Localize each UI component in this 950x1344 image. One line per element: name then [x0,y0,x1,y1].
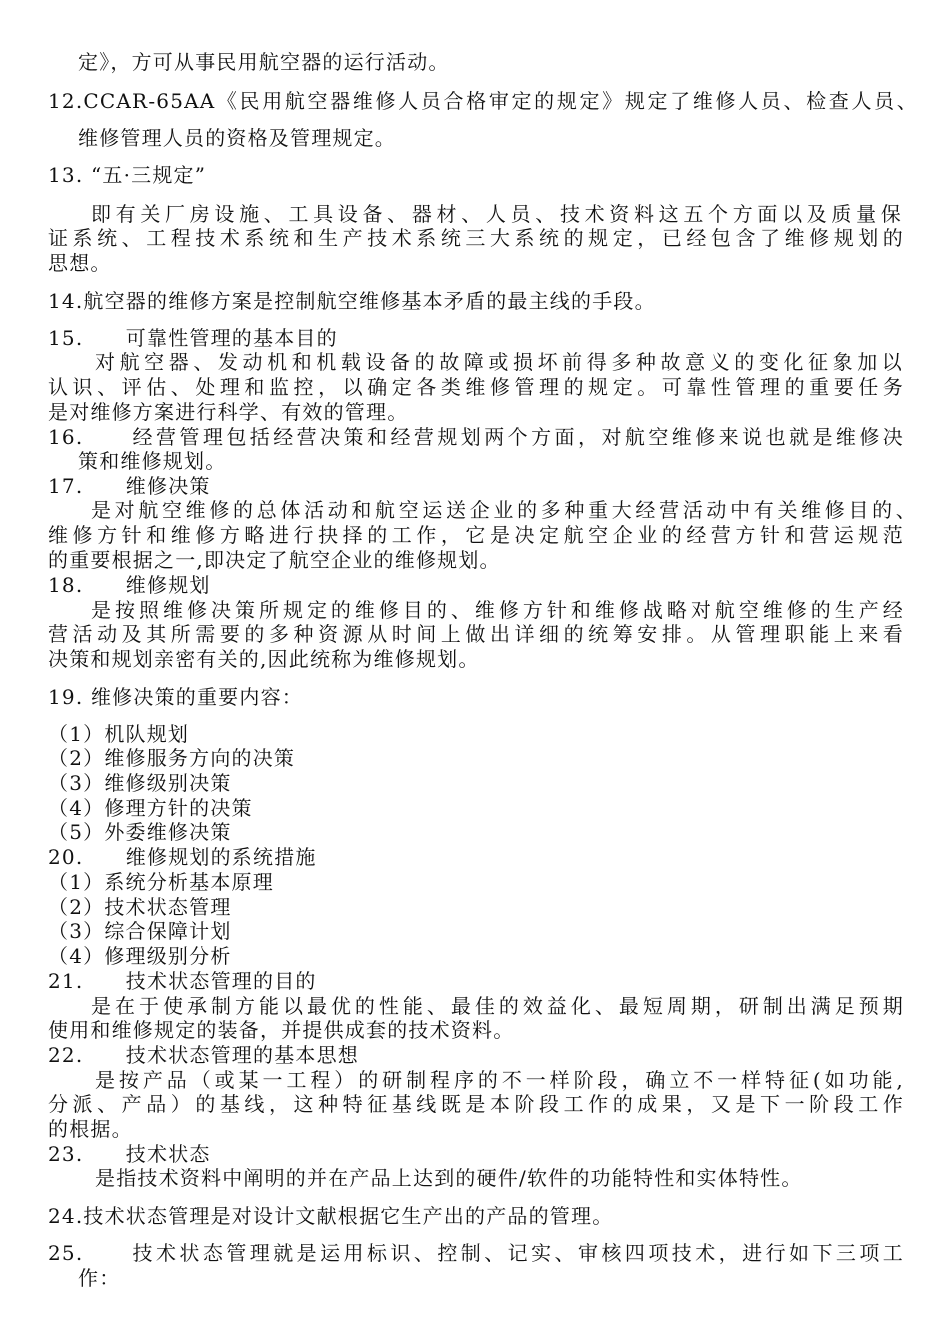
text-line: 分派、产品）的基线，这种特征基线既是本阶段工作的成果，又是下一阶段工作 [48,1092,904,1116]
text-line: 认识、评估、处理和监控，以确定各类维修管理的规定。可靠性管理的重要任务 [48,375,904,399]
text-line: 策和维修规划。 [78,449,227,473]
list-item: （1）系统分析基本原理 [48,870,274,894]
text-line: 是指技术资料中阐明的并在产品上达到的硬件/软件的功能特性和实体特性。 [95,1166,803,1190]
section-heading: 23. 技术状态 [48,1142,211,1166]
text-line: 是对航空维修的总体活动和航空运送企业的多种重大经营活动中有关维修目的、 [91,498,917,522]
text-line: 证系统、工程技术系统和生产技术系统三大系统的规定，已经包含了维修规划的 [48,226,904,250]
section-heading: 13. “五·三规定” [48,163,207,187]
text-line: 维修方针和维修方略进行抉择的工作，它是决定航空企业的经营方针和营运规范 [48,523,904,547]
text-line: 是对维修方案进行科学、有效的管理。 [48,400,409,424]
list-item: （5）外委维修决策 [48,820,232,844]
text-line: 对航空器、发动机和机载设备的故障或损坏前得多种故意义的变化征象加以 [95,350,903,374]
text-line: 营活动及其所需要的多种资源从时间上做出详细的统筹安排。从管理职能上来看 [48,622,904,646]
text-line: 使用和维修规定的装备，并提供成套的技术资料。 [48,1018,515,1042]
list-item: （3）综合保障计划 [48,919,232,943]
text-line: 的重要根据之一,即决定了航空企业的维修规划。 [48,548,501,572]
text-line: 的根据。 [48,1117,133,1141]
list-item: （2）技术状态管理 [48,895,232,919]
text-line: 即有关厂房设施、工具设备、器材、人员、技术资料这五个方面以及质量保 [91,202,902,226]
text-line: 作： [78,1266,121,1290]
section-heading: 22. 技术状态管理的基本思想 [48,1043,360,1067]
list-item: （4）修理级别分析 [48,944,232,968]
section-heading: 21. 技术状态管理的目的 [48,969,317,993]
list-item: （3）维修级别决策 [48,771,232,795]
text-line: 决策和规划亲密有关的,因此统称为维修规划。 [48,647,480,671]
list-item: （1）机队规划 [48,722,190,746]
section-heading: 19. 维修决策的重要内容： [48,685,303,709]
text-line: 是在于使承制方能以最优的性能、最佳的效益化、最短周期，研制出满足预期 [91,994,904,1018]
section-heading: 15. 可靠性管理的基本目的 [48,326,338,350]
list-item: （4）修理方针的决策 [48,796,253,820]
section-heading: 20. 维修规划的系统措施 [48,845,317,869]
text-line: 16. 经营管理包括经营决策和经营规划两个方面，对航空维修来说也就是维修决 [48,425,904,449]
section-heading: 17. 维修决策 [48,474,211,498]
text-line: 是按产品（或某一工程）的研制程序的不一样阶段，确立不一样特征(如功能, [95,1068,904,1092]
text-line: 24.技术状态管理是对设计文献根据它生产出的产品的管理。 [48,1204,614,1228]
text-line: 定》，方可从事民用航空器的运行活动。 [78,50,450,74]
text-line: 25. 技术状态管理就是运用标识、控制、记实、审核四项技术，进行如下三项工 [48,1241,904,1265]
text-line: 是按照维修决策所规定的维修目的、维修方针和维修战略对航空维修的生产经 [91,598,904,622]
text-line: 12.CCAR-65AA《民用航空器维修人员合格审定的规定》规定了维修人员、检查人员、 [48,89,918,113]
list-item: （2）维修服务方向的决策 [48,746,296,770]
section-heading: 18. 维修规划 [48,573,211,597]
text-line: 思想。 [48,251,112,275]
text-line: 维修管理人员的资格及管理规定。 [78,126,396,150]
text-line: 14.航空器的维修方案是控制航空维修基本矛盾的最主线的手段。 [48,289,656,313]
